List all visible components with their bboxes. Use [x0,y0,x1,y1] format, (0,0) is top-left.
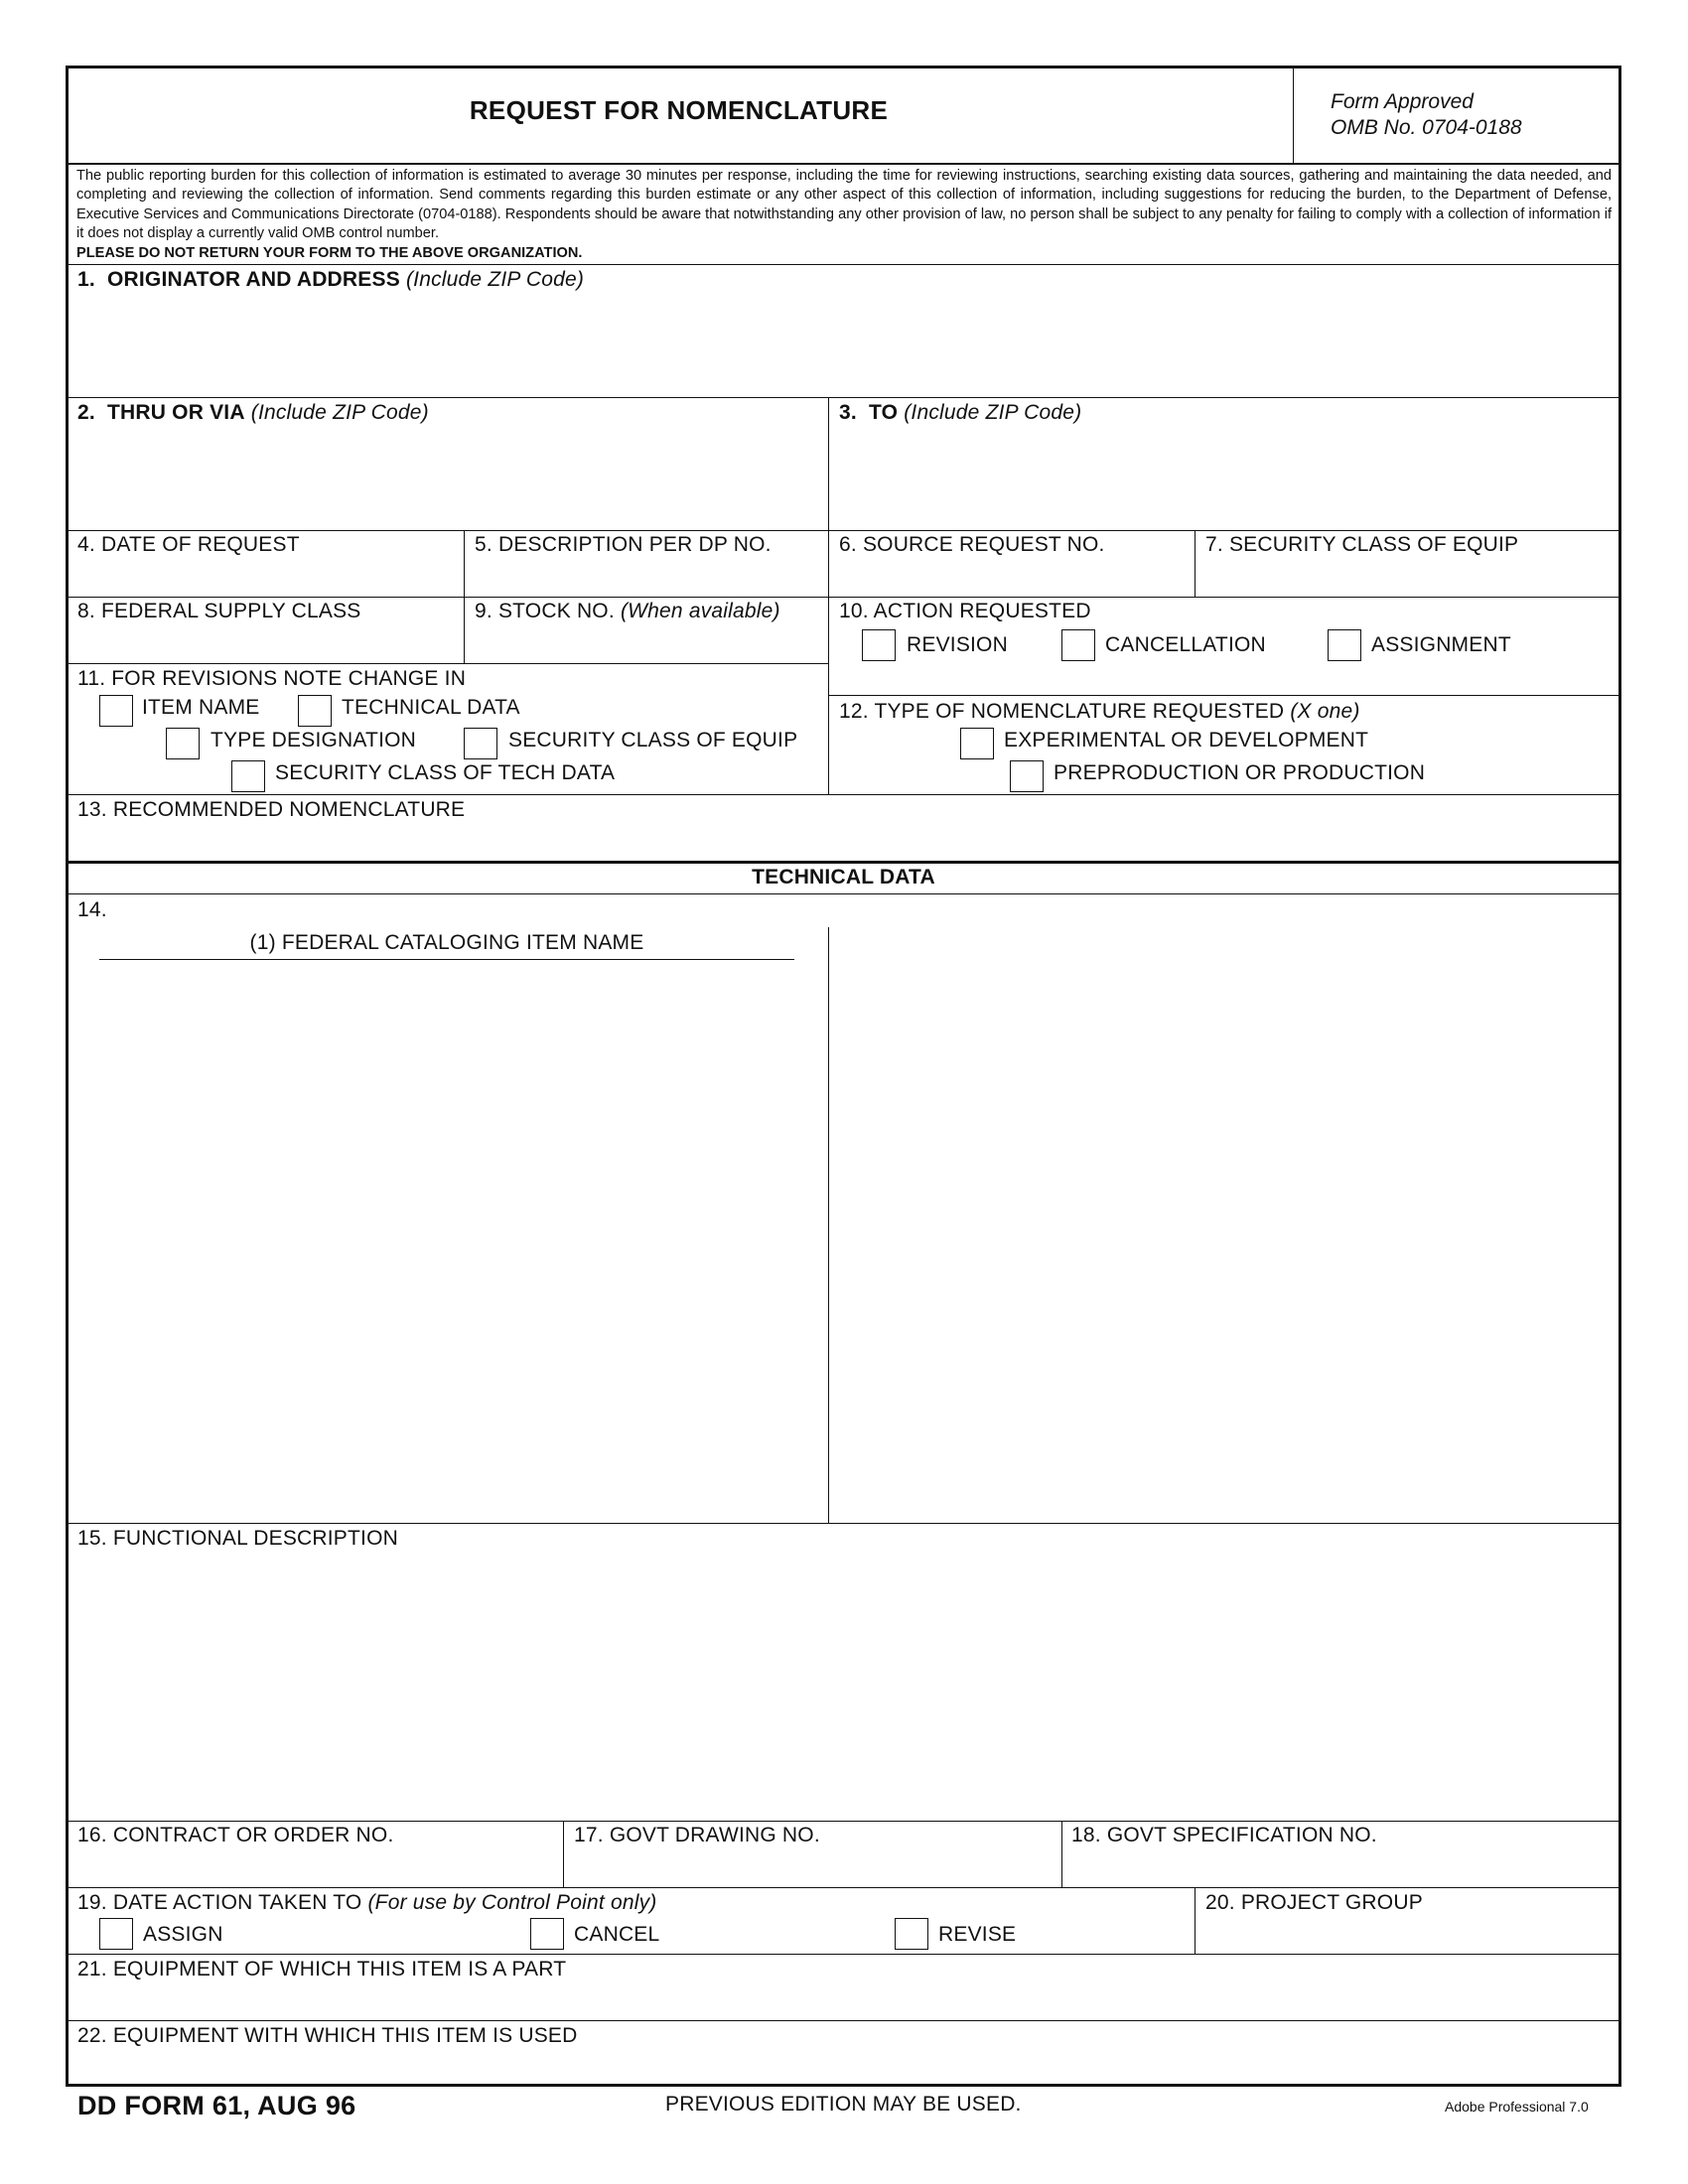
rule-16-18 [66,1887,1621,1888]
field-9-note: (When available) [620,600,780,622]
description-dp-input[interactable] [468,560,824,594]
field-11-label: 11. FOR REVISIONS NOTE CHANGE IN [77,667,467,690]
checkbox-cancellation[interactable] [1061,629,1095,661]
rule-13 [66,861,1621,864]
federal-supply-class-input[interactable] [70,625,460,659]
checkbox-assignment[interactable] [1328,629,1361,661]
field-18-label: 18. GOVT SPECIFICATION NO. [1071,1824,1377,1846]
option-preproduction: PREPRODUCTION OR PRODUCTION [1054,761,1426,784]
omb-number: OMB No. 0704-0188 [1331,116,1522,139]
field-3-number: 3. [839,401,857,424]
burden-warning: PLEASE DO NOT RETURN YOUR FORM TO THE ABOVE ORGANIZATION. [76,244,583,261]
field-19-title: 19. DATE ACTION TAKEN TO [77,1891,362,1914]
burden-statement [76,167,1612,263]
field-2-note: (Include ZIP Code) [250,401,429,424]
field-20-label: 20. PROJECT GROUP [1205,1891,1423,1914]
form-number: DD FORM 61, AUG 96 [77,2091,356,2120]
rule-1 [66,397,1621,398]
option-cancellation: CANCELLATION [1105,633,1266,656]
checkbox-revise[interactable] [895,1918,928,1950]
rule-11-12 [66,794,1621,795]
form-approved-label: Form Approved [1331,90,1474,113]
field-3-note: (Include ZIP Code) [904,401,1082,424]
header-divider [1293,66,1294,165]
field-14-label: 14. [77,898,107,921]
checkbox-security-class-equip[interactable] [464,728,497,759]
checkbox-cancel[interactable] [530,1918,564,1950]
rule-8-9 [66,663,829,664]
vline-16-17 [563,1821,564,1887]
field-22-label: 22. EQUIPMENT WITH WHICH THIS ITEM IS USED [77,2024,578,2047]
field-13-label: 13. RECOMMENDED NOMENCLATURE [77,798,466,821]
option-revision: REVISION [907,633,1008,656]
field-12-note: (X one) [1290,700,1360,723]
rule-21 [66,2020,1621,2021]
option-assign: ASSIGN [143,1923,223,1946]
field-10-label: 10. ACTION REQUESTED [839,600,1091,622]
checkbox-revision[interactable] [862,629,896,661]
field-2-number: 2. [77,401,95,424]
checkbox-experimental[interactable] [960,728,994,759]
rule-10 [828,695,1621,696]
field-2-label [77,401,429,425]
option-technical-data: TECHNICAL DATA [342,696,520,719]
checkbox-assign[interactable] [99,1918,133,1950]
security-class-equip-input[interactable] [1198,560,1617,594]
rule-2 [66,530,1621,531]
field-3-title: TO [869,401,899,424]
thru-via-input[interactable] [70,427,824,526]
originator-address-input[interactable] [70,294,1617,395]
field-9-label [475,600,780,623]
field-19-label [77,1891,656,1915]
burden-bottom-rule [66,264,1621,265]
option-security-class-tech-data: SECURITY CLASS OF TECH DATA [275,761,616,784]
rule-15 [66,1821,1621,1822]
source-request-input[interactable] [832,560,1191,594]
field-14-subheading: (1) FEDERAL CATALOGING ITEM NAME [249,931,644,954]
field-1-label [77,268,584,292]
technical-data-right-input[interactable] [832,897,1617,1519]
technical-data-left-input[interactable] [70,963,824,1519]
checkbox-security-class-tech-data[interactable] [231,760,265,792]
option-type-designation: TYPE DESIGNATION [211,729,417,751]
burden-text: The public reporting burden for this collection of information is estimated to average 30 minutes per response, including the time for reviewing instructions, searching existing data sources, gathering and maintaining the data needed, and completing and reviewing the collection of information. Send comments regarding this burden estimate or any other aspect of this collection of information, including suggestions for reducing the burden, to the Department of Defense, Executive Services and Communications Directorate (0704-0188). Respondents should be aware that notwithstanding any other provision of law, no person shall be subject to any penalty for failing to comply with a collection of information if it does not display a currently valid OMB control number. [76,168,1612,242]
stock-no-input[interactable] [468,625,824,659]
field-1-title: ORIGINATOR AND ADDRESS [107,268,400,291]
to-address-input[interactable] [832,427,1617,526]
recommended-nomenclature-input[interactable] [70,824,1617,858]
field-3-label [839,401,1081,425]
rule-14 [66,1523,1621,1524]
date-of-request-input[interactable] [70,560,460,594]
contract-order-input[interactable] [70,1850,559,1883]
option-revise: REVISE [938,1923,1017,1946]
checkbox-technical-data[interactable] [298,695,332,727]
form-title: REQUEST FOR NOMENCLATURE [469,95,889,125]
field-12-title: 12. TYPE OF NOMENCLATURE REQUESTED [839,700,1285,723]
field-1-note: (Include ZIP Code) [405,268,585,291]
header-bottom-rule [66,163,1621,165]
vline-17-18 [1061,1821,1062,1887]
vline-19-20 [1195,1887,1196,1954]
option-assignment: ASSIGNMENT [1371,633,1511,656]
field-9-title: 9. STOCK NO. [475,600,615,622]
option-cancel: CANCEL [574,1923,660,1946]
vline-6-7 [1195,530,1196,598]
technical-data-heading: TECHNICAL DATA [752,866,935,888]
project-group-input[interactable] [1198,1918,1617,1951]
functional-description-input[interactable] [70,1553,1617,1817]
checkbox-type-designation[interactable] [166,728,200,759]
field-7-label: 7. SECURITY CLASS OF EQUIP [1205,533,1519,556]
field-17-label: 17. GOVT DRAWING NO. [574,1824,820,1846]
rule-tech-heading [66,893,1621,894]
rule-19-20 [66,1954,1621,1955]
field-12-label [839,700,1360,724]
field-8-label: 8. FEDERAL SUPPLY CLASS [77,600,361,622]
field-14-underline [99,959,794,960]
field-4-label: 4. DATE OF REQUEST [77,533,300,556]
vline-technical-data [828,927,829,1523]
option-experimental: EXPERIMENTAL OR DEVELOPMENT [1004,729,1369,751]
field-19-note: (For use by Control Point only) [367,1891,657,1914]
option-item-name: ITEM NAME [142,696,260,719]
checkbox-preproduction[interactable] [1010,760,1044,792]
field-6-label: 6. SOURCE REQUEST NO. [839,533,1105,556]
field-15-label: 15. FUNCTIONAL DESCRIPTION [77,1527,398,1550]
field-2-title: THRU OR VIA [107,401,245,424]
software-note: Adobe Professional 7.0 [1445,2099,1589,2115]
vline-2-3 [828,397,829,794]
edition-note: PREVIOUS EDITION MAY BE USED. [665,2093,1022,2116]
field-1-number: 1. [77,268,95,291]
field-16-label: 16. CONTRACT OR ORDER NO. [77,1824,394,1846]
field-5-label: 5. DESCRIPTION PER DP NO. [475,533,772,556]
equipment-part-of-input[interactable] [70,1983,1617,2016]
govt-specification-input[interactable] [1065,1850,1617,1883]
field-21-label: 21. EQUIPMENT OF WHICH THIS ITEM IS A PART [77,1958,567,1980]
equipment-used-with-input[interactable] [70,2050,1617,2082]
option-security-class-equip: SECURITY CLASS OF EQUIP [508,729,798,751]
checkbox-item-name[interactable] [99,695,133,727]
rule-3 [66,597,1621,598]
govt-drawing-input[interactable] [567,1850,1057,1883]
